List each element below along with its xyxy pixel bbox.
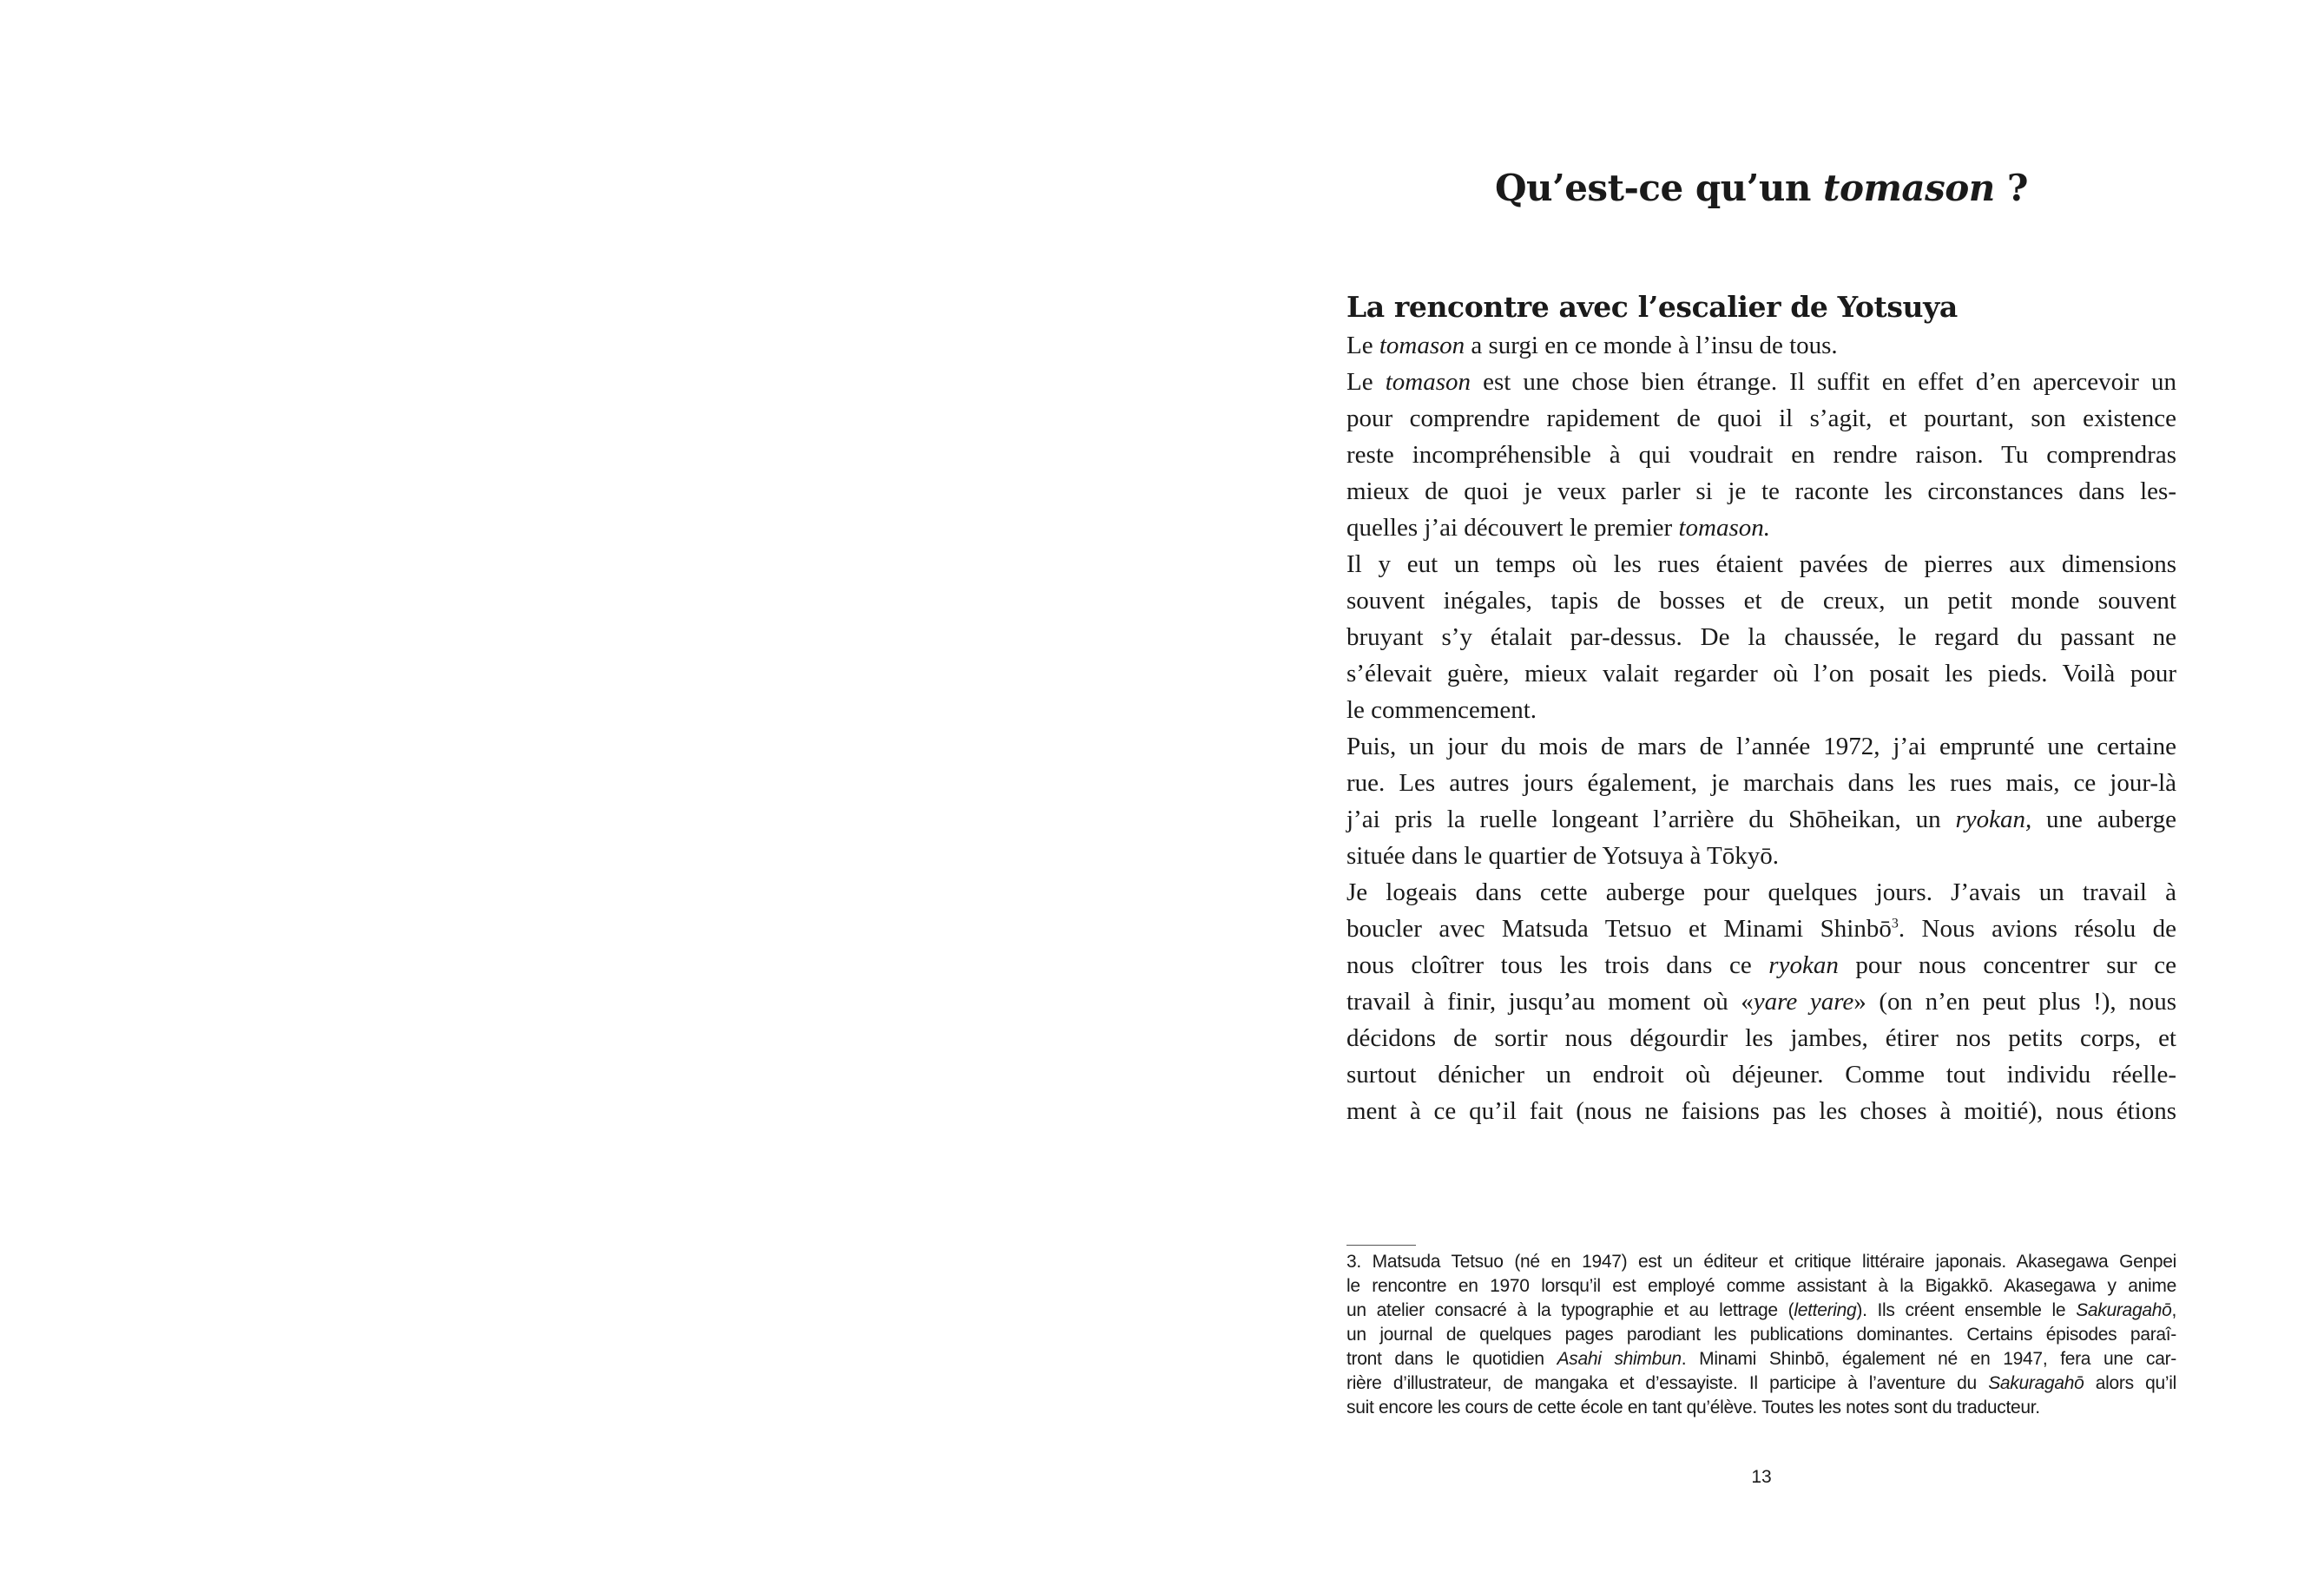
text-segment: » (on n’en peut plus !), nous: [1853, 988, 2176, 1016]
text-segment: . Nous avions résolu de: [1898, 915, 2176, 943]
body-line: [1346, 874, 2176, 911]
text-segment: ,: [2171, 1300, 2177, 1320]
body-line: [1346, 1093, 2176, 1129]
text-segment: tomason.: [1678, 514, 1771, 542]
text-segment: Il y eut un temps où les rues étaient pavées de pierres aux dimensions: [1346, 550, 2176, 578]
text-segment: a surgi en ce monde à l’insu de tous.: [1465, 332, 1838, 359]
body-line: [1346, 619, 2176, 655]
text-segment: alors qu’il: [2084, 1373, 2176, 1393]
body-line: [1346, 582, 2176, 619]
body-line: [1346, 437, 2176, 473]
footnote-line: [1346, 1323, 2176, 1347]
text-segment: décidons de sortir nous dégourdir les jambes, étirer nos petits corps, et: [1346, 1024, 2176, 1052]
text-segment: tomason: [1385, 368, 1471, 396]
footnote-line: [1346, 1396, 2176, 1420]
text-segment: le rencontre en 1970 lorsqu’il est employé comme assistant à la Bigakkō. Akasegawa y anime: [1346, 1276, 2176, 1296]
body-line: [1346, 947, 2176, 983]
text-segment: ryokan: [1768, 951, 1839, 979]
text-segment: située dans le quartier de Yotsuya à Tōkyō.: [1346, 842, 1780, 870]
text-segment: tomason: [1379, 332, 1465, 359]
text-segment: Le: [1346, 332, 1379, 359]
text-segment: yare yare: [1753, 988, 1854, 1016]
text-segment: le commencement.: [1346, 696, 1537, 724]
body-line: [1346, 655, 2176, 692]
text-segment: ). Ils créent ensemble le: [1856, 1300, 2077, 1320]
footnote-line: [1346, 1274, 2176, 1299]
body-line: [1346, 327, 2176, 364]
text-segment: un atelier consacré à la typographie et au lettrage (: [1346, 1300, 1794, 1320]
body-line: [1346, 510, 2176, 546]
footnote: [1346, 1250, 2176, 1420]
text-segment: travail à finir, jusqu’au moment où «: [1346, 988, 1754, 1016]
text-segment: s’élevait guère, mieux valait regarder où l’on posait les pieds. Voilà pour: [1346, 660, 2176, 687]
footnote-divider: [1346, 1245, 1416, 1246]
text-segment: boucler avec Matsuda Tetsuo et Minami Shinbō: [1346, 915, 1892, 943]
chapter-title-question-mark: ?: [1994, 167, 2029, 209]
body-line: [1346, 983, 2176, 1020]
text-segment: est une chose bien étrange. Il suffit en effet d’en apercevoir un: [1470, 368, 2176, 396]
text-segment: ment à ce qu’il fait (nous ne faisions pas les choses à moitié), nous étions: [1346, 1097, 2176, 1125]
body-line: [1346, 400, 2176, 437]
body-line: [1346, 728, 2176, 765]
footnote-line: [1346, 1299, 2176, 1323]
text-segment: rue. Les autres jours également, je marchais dans les rues mais, ce jour-là: [1346, 769, 2176, 797]
body-line: [1346, 692, 2176, 728]
text-segment: bruyant s’y étalait par-dessus. De la chaussée, le regard du passant ne: [1346, 623, 2176, 651]
text-segment: Sakuragahō: [2076, 1300, 2172, 1320]
body-line: [1346, 364, 2176, 400]
text-segment: mieux de quoi je veux parler si je te raconte les circonstances dans les-: [1346, 477, 2176, 505]
footnote-line: [1346, 1250, 2176, 1274]
text-segment: rière d’illustrateur, de mangaka et d’essayiste. Il participe à l’aventure du: [1346, 1373, 1989, 1393]
body-line: [1346, 911, 2176, 947]
chapter-title: [1346, 167, 2176, 209]
body-line: [1346, 473, 2176, 510]
text-segment: un journal de quelques pages parodiant les publications dominantes. Certains épisodes paraî-: [1346, 1325, 2176, 1345]
text-segment: Le: [1346, 368, 1386, 396]
footnote-reference: 3: [1891, 916, 1899, 931]
text-segment: Je logeais dans cette auberge pour quelques jours. J’avais un travail à: [1346, 878, 2176, 906]
text-segment: quelles j’ai découvert le premier: [1346, 514, 1679, 542]
text-segment: suit encore les cours de cette école en tant qu’élève. Toutes les notes sont du traducteur.: [1346, 1398, 2040, 1417]
chapter-title-text: Qu’est-ce qu’un: [1494, 167, 1824, 209]
chapter-title-italic: tomason: [1823, 167, 1995, 209]
text-segment: Puis, un jour du mois de mars de l’année 1972, j’ai emprunté une certaine: [1346, 733, 2176, 760]
text-segment: j’ai pris la ruelle longeant l’arrière du Shōheikan, un: [1346, 806, 1956, 833]
text-segment: 3. Matsuda Tetsuo (né en 1947) est un éditeur et critique littéraire japonais. Akasegawa Genpei: [1346, 1252, 2176, 1272]
text-segment: ryokan,: [1955, 806, 2032, 833]
text-segment: Asahi shimbun: [1557, 1349, 1682, 1369]
text-segment: reste incompréhensible à qui voudrait en rendre raison. Tu comprendras: [1346, 441, 2176, 469]
body-line: [1346, 1020, 2176, 1056]
text-segment: nous cloîtrer tous les trois dans ce: [1346, 951, 1769, 979]
text-segment: souvent inégales, tapis de bosses et de creux, un petit monde souvent: [1346, 587, 2176, 615]
page-number: 13: [1751, 1467, 1772, 1487]
text-segment: tront dans le quotidien: [1346, 1349, 1557, 1369]
section-heading: La rencontre avec l’escalier de Yotsuya: [1346, 290, 1958, 324]
footnote-line: [1346, 1371, 2176, 1396]
footnote-line: [1346, 1347, 2176, 1371]
body-text: [1346, 327, 2176, 1129]
text-segment: pour comprendre rapidement de quoi il s’agit, et pourtant, son existence: [1346, 405, 2176, 432]
text-segment: surtout dénicher un endroit où déjeuner. Comme tout individu réelle-: [1346, 1061, 2176, 1089]
body-line: [1346, 765, 2176, 801]
text-segment: pour nous concentrer sur ce: [1838, 951, 2176, 979]
text-segment: une auberge: [2031, 806, 2176, 833]
text-segment: Sakuragahō: [1988, 1373, 2084, 1393]
body-line: [1346, 838, 2176, 874]
body-line: [1346, 1056, 2176, 1093]
text-segment: . Minami Shinbō, également né en 1947, fera une car-: [1681, 1349, 2177, 1369]
body-line: [1346, 801, 2176, 838]
body-line: [1346, 546, 2176, 582]
text-segment: lettering: [1794, 1300, 1857, 1320]
